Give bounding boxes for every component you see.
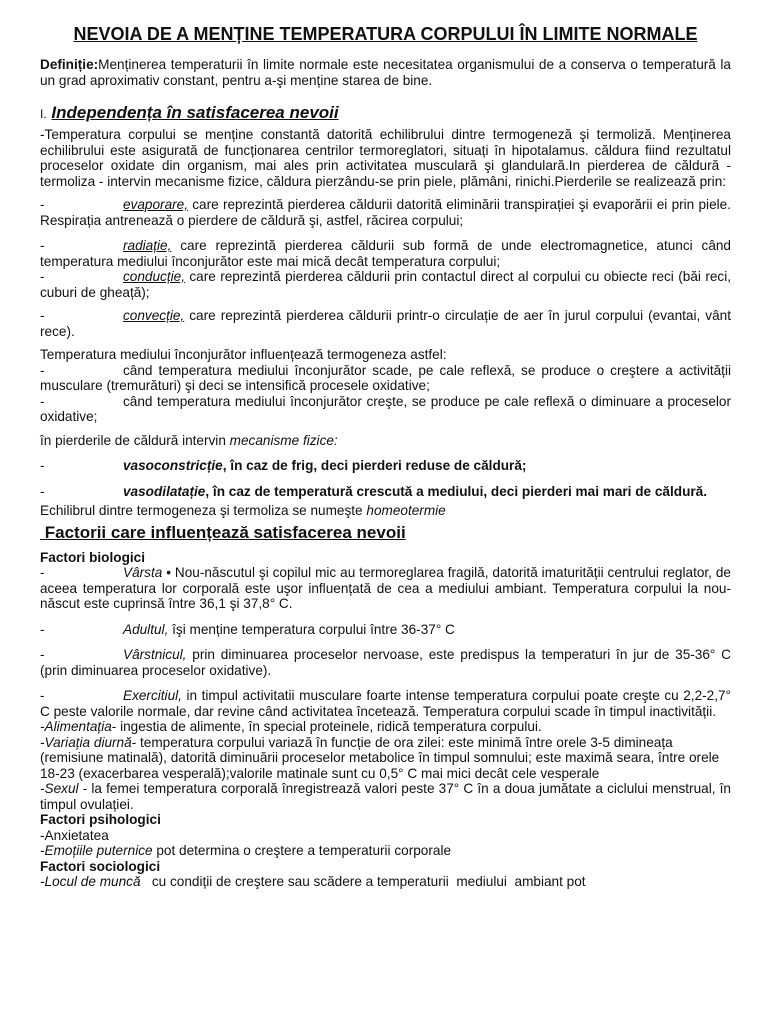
sociological-factors-heading: Factori sociologici: [40, 858, 161, 874]
bio-item-variatia-diurna: -Variația diurnă- temperatura corpului variază în funcție de ora zilei: este minimă între orele 3-5 dimineața (remisiune matinală), datorită diminuării proceselor metabolice în timpul somnului; este maximă seara, între orele 18-23 (exacerbarea vesperală);valorile matinale sunt cu 0,5° C mai mici decât cele vesperale: [40, 734, 720, 781]
term-adultul: Adultul,: [123, 621, 169, 637]
term-vasodilatatie: vasodilatație: [123, 483, 206, 499]
mechanism-radiatie: - radiație, care reprezintă pierderea căldurii sub formă de unde electromagnetice, atunci când temperatura mediului înconjurător este mai mică decât temperatura corpului;: [40, 238, 731, 269]
bio-item-exercitiul: - Exercitiul, in timpul activitatii musculare foarte intense temperatura corpului poate creşte cu 2,2-2,7° C peste valorile normale, dar revine când activitatea încetează. Temperatura corpului scade în timpul inactivității.: [40, 688, 731, 719]
environment-item-cold: - când temperatura mediului înconjurător scade, pe cale reflexă, se produce o creştere a activității musculare (tremurături) şi deci se intensifică procesele oxidative;: [40, 362, 731, 393]
term-sexul: -Sexul: [40, 781, 79, 796]
soc-item-locul-de-munca: -Locul de muncă cu condiții de creştere sau scădere a temperaturii mediului ambiant pot: [40, 874, 586, 889]
section-1-heading: [40, 104, 731, 123]
vasodilation-item: - vasodilatație, în caz de temperatură crescută a mediului, deci pierderi mai mari de căldură.: [40, 483, 708, 499]
bio-item-alimentatia: -Alimentația- ingestia de alimente, în special proteinele, ridică temperatura corpului.: [40, 719, 542, 734]
mechanism-conductie: - conducție, care reprezintă pierderea căldurii prin contactul direct al corpului cu obiecte reci (băi reci, cuburi de gheață);: [40, 269, 731, 300]
term-emotiile: -Emoțiile puternice: [40, 843, 153, 858]
section-1-intro: -Temperatura corpului se menține constantă datorită echilibrului dintre termogeneză şi termoliză. Menținerea echilibrului este asigurată de funcționarea centrilor termoreglatori, situați în hipotalamus. căldura fiind rezultatul proceselor oxidate din organism, mai ales prin activitatea musculară şi glandulară.In pierderea de căldură - termoliza - intervin mecanisme fizice, căldura pierzându-se prin piele, plămâni, rinichi.Pierderile se realizează prin:: [40, 127, 731, 189]
psychological-factors-heading: Factori psihologici: [40, 812, 161, 827]
physical-mechanisms-term: mecanisme fizice:: [229, 432, 338, 448]
document-page: [40, 26, 731, 890]
term-homeotermie: homeotermie: [366, 503, 446, 518]
section-1-roman: I.: [40, 107, 47, 121]
homeothermy-paragraph: Echilibrul dintre termogeneza şi termoliza se numeşte homeotermie: [40, 503, 446, 518]
environment-item-warm: - când temperatura mediului înconjurător creşte, se produce pe cale reflexă o diminuare a proceselor oxidative;: [40, 393, 731, 424]
definition-paragraph: [40, 57, 731, 88]
term-varstnicul: Vârstnicul,: [123, 647, 187, 662]
term-radiatie: radiație,: [123, 238, 172, 253]
psy-item-anxietatea: -Anxietatea: [40, 827, 109, 843]
section-2-heading: Factorii care influențează satisfacerea nevoii: [44, 522, 406, 542]
term-locul-de-munca: -Locul de muncă: [40, 874, 141, 889]
mechanism-evaporare: - evaporare, care reprezintă pierderea căldurii datorită eliminării transpirației şi evaporării ei prin piele. Respirația antrenează o pierdere de căldură şi, astfel, răcirea corpului;: [40, 197, 731, 228]
term-conventie: convecție,: [123, 308, 185, 323]
physical-mechanisms-intro: în pierderile de căldură intervin mecanisme fizice:: [40, 432, 338, 448]
environment-intro: Temperatura mediului înconjurător influențează termogeneza astfel:: [40, 347, 447, 362]
bio-item-sexul: -Sexul - la femei temperatura corporală înregistrează valori peste 37° C în a doua jumătate a ciclului menstrual, în timpul ovulației.: [40, 781, 731, 812]
term-alimentatia: -Alimentația: [40, 719, 112, 734]
bio-item-varstnicul: - Vârstnicul, prin diminuarea proceselor nervoase, este predispus la temperaturi în jur de 35-36° C (prin diminuarea proceselor oxidative).: [40, 647, 731, 678]
term-evaporare: evaporare,: [123, 197, 188, 212]
bio-item-varsta: - Vârsta • Nou-născutul şi copilul mic au termoreglarea fragilă, datorită imaturității centrului reglator, de aceea temperatura lor corporală este uşor influențată de cea a mediului ambiant. Temperatura corpului la nou-născut este cuprinsă între 36,1 şi 37,8° C.: [40, 565, 731, 611]
term-variatia-diurna: -Variația diurnă: [40, 734, 132, 750]
bio-item-adultul: - Adultul, îşi menține temperatura corpului între 36-37° C: [40, 621, 455, 637]
term-exercitiul: Exercitiul,: [123, 688, 182, 703]
page-title: NEVOIA DE A MENȚINE TEMPERATURA CORPULUI ÎN LIMITE NORMALE: [73, 24, 698, 44]
definition-label: Definiție:: [40, 57, 99, 72]
term-conductie: conducție,: [123, 269, 185, 284]
mechanism-conventie: - convecție, care reprezintă pierderea căldurii printr-o circulație de aer în jurul corpului (evantai, vânt rece).: [40, 308, 731, 339]
psy-item-emotii: -Emoțiile puternice pot determina o creştere a temperaturii corporale: [40, 843, 452, 858]
section-1-title: Independența în satisfacerea nevoii: [51, 103, 339, 122]
biological-factors-heading: Factori biologici: [40, 549, 145, 565]
term-varsta: Vârsta: [123, 565, 163, 580]
vasoconstriction-item: - vasoconstricție, în caz de frig, deci pierderi reduse de căldură;: [40, 458, 527, 473]
term-vasoconstrictie: vasoconstricție: [123, 458, 223, 473]
definition-text: Menținerea temperaturii în limite normale este necesitatea organismului de a conserva o temperatură la un grad aproximativ constant, pentru a-şi menține starea de bine.: [40, 57, 731, 88]
